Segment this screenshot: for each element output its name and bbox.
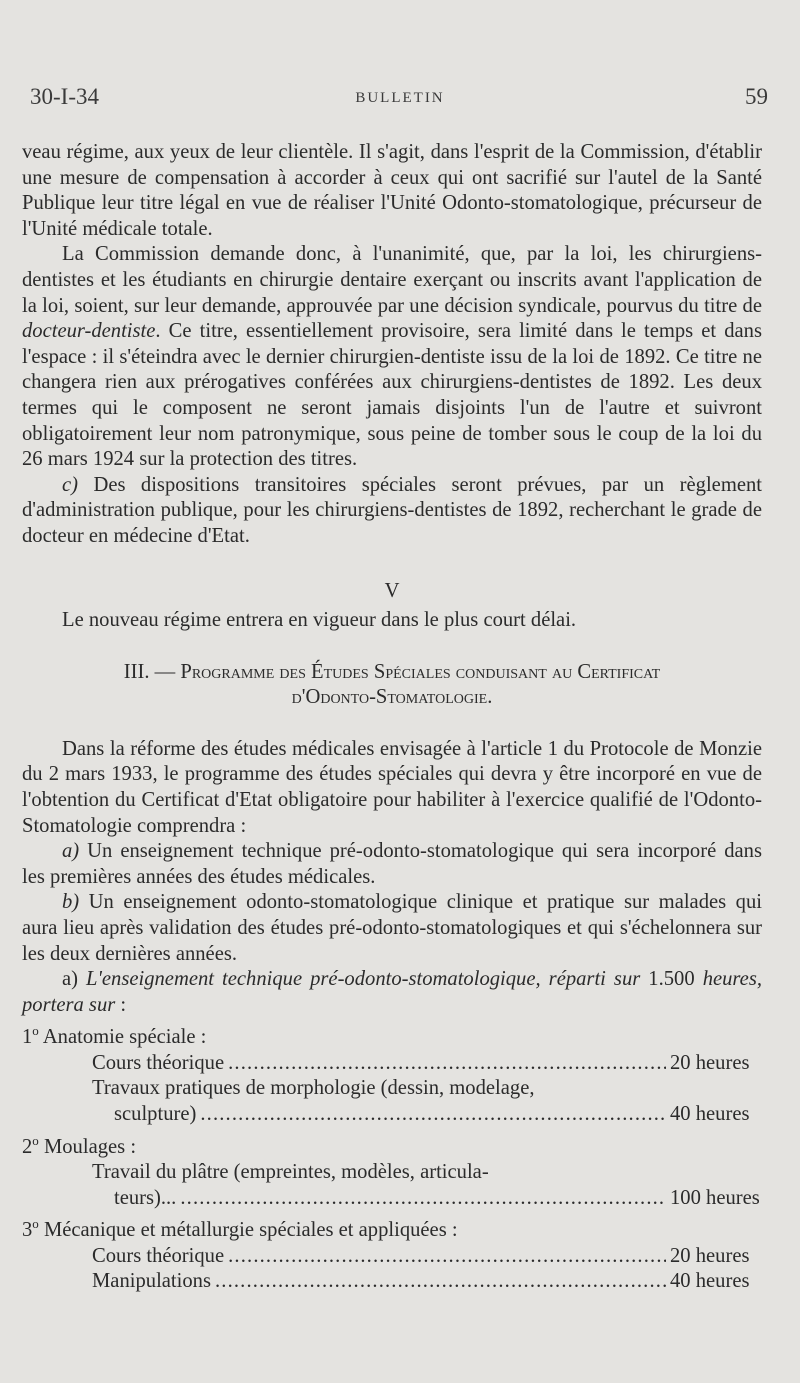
list-item-text: Travail du plâtre (empreintes, modèles, articula-: [92, 1161, 489, 1184]
page-number: 59: [745, 84, 768, 109]
paragraph: La Commission demande donc, à l'unanimité, que, par la loi, les chirurgiens-dentistes et les étudiants en chirurgie dentaire exerçant ou inscrits avant l'application de la loi, soient, sur leur demande, approuvée par une décision syndicale, pourvus du titre de docteur-dentiste. Ce titre, essentiellement provisoire, sera limité dans le temps et dans l'espace : il s'éteindra avec le dernier chirurgien-dentiste issu de la loi de 1892. Ce titre ne changera rien aux prérogatives conférées aux chirurgiens-dentistes de 1892. Les deux termes qui le composent ne seront jamais disjoints l'un de l'autre et suivront obligatoirement leur nom patronymique, sous peine de tomber sous le coup de la loi du 26 mars 1924 sur la protection des titres.: [22, 243, 762, 471]
paragraph: a) Un enseignement technique pré-odonto-stomatologique qui sera incorporé dans les premières années des études médicales.: [22, 840, 762, 888]
paragraph: Dans la réforme des études médicales envisagée à l'article 1 du Protocole de Monzie du 2 mars 1933, le programme des études spéciales qui devra y être incorporé en vue de l'obtention du Certificat d'Etat obligatoire pour habiliter à l'exercice qualifié de l'Odonto-Stomatologie comprendra :: [22, 737, 762, 837]
list-item: Manipulations . . . 40 heures: [92, 1269, 762, 1295]
list-item-text: Travaux pratiques de morphologie (dessin, modelage,: [92, 1077, 535, 1100]
program-title: III. — Programme des Études Spéciales conduisant au Certificat d'Odonto-Stomatologie.: [123, 660, 661, 709]
header-date: 30-I-34: [30, 84, 99, 109]
list-section: 3$^o$ Mécanique et métallurgie spéciales et appliquées :: [22, 1216, 458, 1242]
hours-list: [22, 1018, 762, 1295]
list-item: Cours théorique . . . 20 heures: [92, 1051, 762, 1077]
list-item: teurs)... . . . 100 heures: [114, 1186, 762, 1212]
list-item: sculpture) . . . 40 heures: [114, 1102, 762, 1128]
paragraph: a) L'enseignement technique pré-odonto-stomatologique, réparti sur 1.500 heures, portera sur :: [22, 968, 762, 1016]
italic-term: docteur-dentiste: [22, 320, 156, 343]
paragraph: Le nouveau régime entrera en vigueur dans le plus court délai.: [62, 609, 577, 632]
paragraph: c) Des dispositions transitoires spéciales seront prévues, par un règlement d'administration publique, pour les chirurgiens-dentistes de 1892, recherchant le grade de docteur en médecine d'Etat.: [22, 473, 762, 547]
section-heading: V: [384, 579, 400, 602]
paragraph: b) Un enseignement odonto-stomatologique clinique et pratique sur malades qui aura lieu après validation des études pré-odonto-stomatologiques et qui s'échelonnera sur les deux dernières années.: [22, 891, 762, 965]
paragraph: veau régime, aux yeux de leur clientèle. Il s'agit, dans l'esprit de la Commission, d'établir une mesure de compensation à accorder à ceux qui ont sacrifié sur l'autel de la Santé Publique leur titre légal en vue de réaliser l'Unité Odonto-stomatologique, précurseur de l'Unité médicale totale.: [22, 141, 762, 240]
list-item: Cours théorique . . . 20 heures: [92, 1244, 762, 1270]
list-section: 1$^o$ Anatomie spéciale :: [22, 1023, 207, 1049]
page-body: [22, 140, 762, 1295]
list-section: 2$^o$ Moulages :: [22, 1132, 137, 1158]
header-title: BULLETIN: [355, 90, 445, 106]
